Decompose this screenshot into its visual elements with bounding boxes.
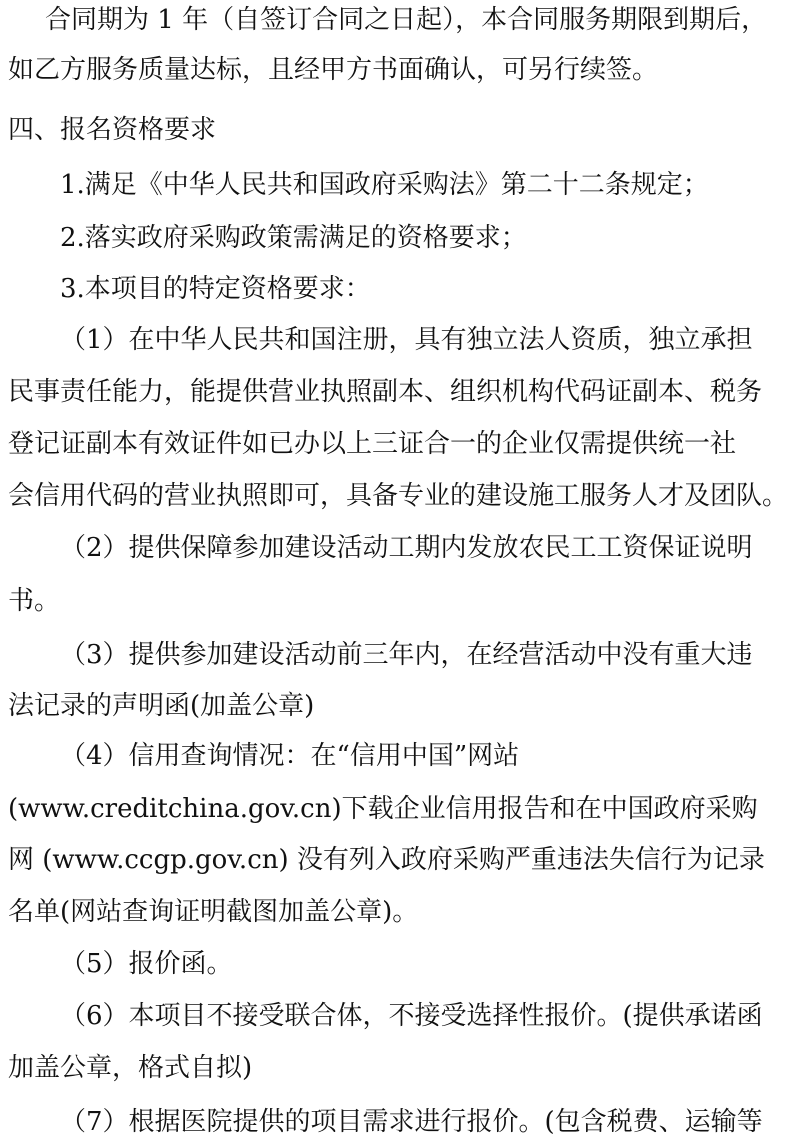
specific-requirement-line: （3）提供参加建设活动前三年内，在经营活动中没有重大违 bbox=[60, 640, 753, 670]
specific-requirement-line: 民事责任能力，能提供营业执照副本、组织机构代码证副本、税务 bbox=[8, 377, 763, 407]
specific-requirement-line: 会信用代码的营业执照即可，具备专业的建设施工服务人才及团队。 bbox=[8, 481, 789, 511]
contract-term-line-1: 合同期为 1 年（自签订合同之日起），本合同服务期限到期后， bbox=[45, 5, 768, 35]
specific-requirement-line: 法记录的声明函(加盖公章) bbox=[8, 691, 315, 721]
section-heading: 四、报名资格要求 bbox=[8, 115, 217, 145]
specific-requirement-line: 加盖公章，格式自拟) bbox=[8, 1053, 253, 1083]
specific-requirement-line: （7）根据医院提供的项目需求进行报价。(包含税费、运输等 bbox=[60, 1107, 763, 1134]
requirement-item-1: 1.满足《中华人民共和国政府采购法》第二十二条规定； bbox=[60, 170, 709, 200]
specific-requirement-line: 登记证副本有效证件如已办以上三证合一的企业仅需提供统一社 bbox=[8, 429, 737, 459]
specific-requirement-line: 名单(网站查询证明截图加盖公章)。 bbox=[8, 897, 419, 927]
specific-requirement-line: （5）报价函。 bbox=[60, 949, 233, 979]
specific-requirement-line-url-creditchina: (www.creditchina.gov.cn)下载企业信用报告和在中国政府采购 bbox=[8, 794, 758, 824]
specific-requirement-line: （4）信用查询情况：在“信用中国”网站 bbox=[60, 741, 520, 771]
specific-requirement-line-url-ccgp: 网 (www.ccgp.gov.cn) 没有列入政府采购严重违法失信行为记录 bbox=[8, 845, 765, 875]
specific-requirement-line: （2）提供保障参加建设活动工期内发放农民工工资保证说明 bbox=[60, 533, 753, 563]
specific-requirement-line: （6）本项目不接受联合体，不接受选择性报价。(提供承诺函 bbox=[60, 1001, 763, 1031]
requirement-item-2: 2.落实政府采购政策需满足的资格要求； bbox=[60, 223, 527, 253]
contract-term-line-2: 如乙方服务质量达标，且经甲方书面确认，可另行续签。 bbox=[8, 55, 659, 85]
specific-requirement-line: 书。 bbox=[8, 586, 61, 616]
requirement-item-3: 3.本项目的特定资格要求： bbox=[60, 274, 371, 304]
specific-requirement-line: （1）在中华人民共和国注册，具有独立法人资质，独立承担 bbox=[60, 325, 753, 355]
